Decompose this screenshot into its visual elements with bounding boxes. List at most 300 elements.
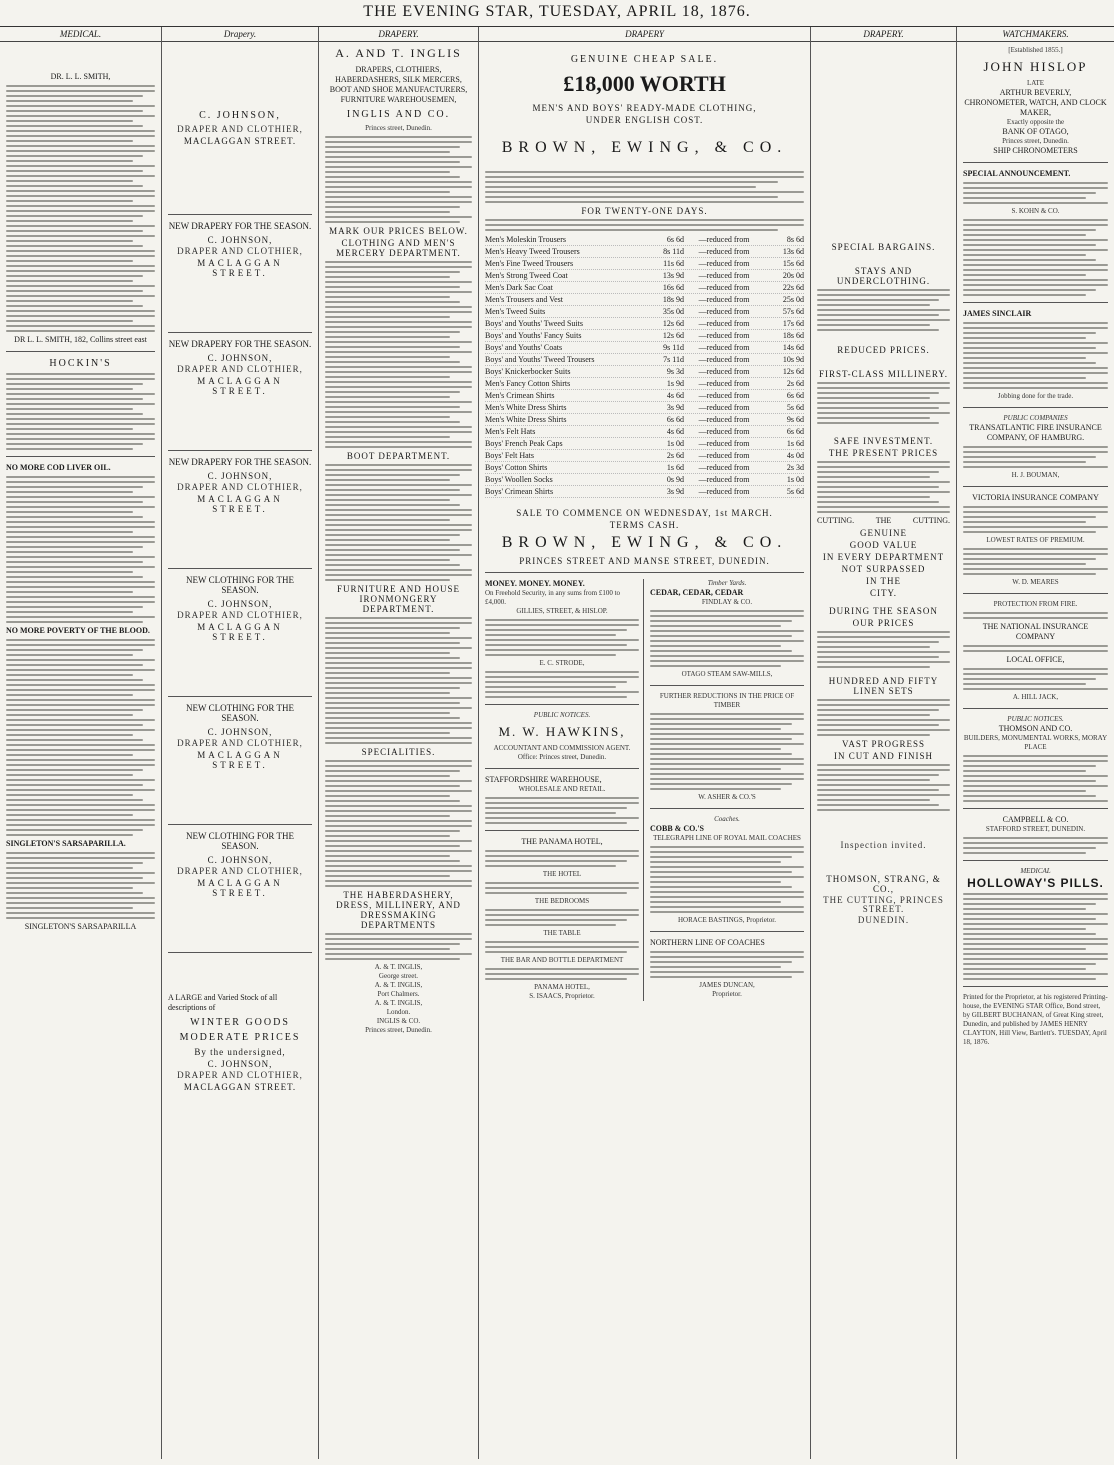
kohn-body — [963, 219, 1108, 296]
panama-body-1 — [485, 850, 639, 867]
gillies: GILLIES, STREET, & HISLOP. — [516, 607, 608, 615]
price-row — [485, 306, 804, 318]
established: [Established 1855.] — [1008, 46, 1063, 54]
inglis-sig1: A. & T. INGLIS, — [374, 963, 423, 971]
johnson-ad — [168, 568, 312, 642]
ship-chronometers: SHIP CHRONOMETERS — [993, 146, 1078, 155]
vast-progress: VAST PROGRESS — [842, 739, 925, 749]
johnson-ad-sub: DRAPER AND CLOTHIER, — [177, 610, 303, 620]
northern-coaches: NORTHERN LINE OF COACHES — [650, 938, 765, 947]
lowest-body — [963, 548, 1108, 575]
price-mid: —reduced from — [698, 415, 750, 424]
price-to: 25s 0d — [782, 295, 804, 304]
price-to: 57s 6d — [782, 307, 804, 316]
price-from: 18s 9d — [662, 295, 684, 304]
cod-body — [6, 476, 155, 623]
staffordshire-sub: WHOLESALE AND RETAIL. — [518, 785, 606, 793]
price-item: Boys' French Peak Caps — [485, 439, 563, 448]
mark-prices: MARK OUR PRICES BELOW. — [329, 226, 468, 236]
price-mid: —reduced from — [698, 355, 750, 364]
haberdashery-dept: THE HABERDASHERY, DRESS, MILLINERY, AND DRESSMAKING DEPARTMENTS — [336, 890, 461, 930]
price-row — [485, 234, 804, 246]
hawkins-sub: ACCOUNTANT AND COMMISSION AGENT. — [493, 744, 631, 752]
holloway-body — [963, 893, 1108, 980]
price-from: 4s 6d — [666, 391, 684, 400]
johnson-sub: DRAPER AND CLOTHIER, — [177, 124, 303, 134]
inglis-sig3: A. & T. INGLIS, — [374, 981, 423, 989]
price-from: 9s 3d — [666, 367, 684, 376]
price-row — [485, 402, 804, 414]
johnson-ad-name: C. JOHNSON, — [207, 235, 273, 245]
bastings: HORACE BASTINGS, Proprietor. — [677, 916, 776, 924]
cutting-right: CUTTING. — [912, 516, 950, 525]
stays: STAYS AND UNDERCLOTHING. — [836, 266, 931, 286]
price-item: Men's White Dress Shirts — [485, 415, 567, 424]
national-body — [963, 645, 1108, 652]
hockin-body — [6, 373, 155, 450]
victoria-body — [963, 506, 1108, 533]
price-row — [485, 354, 804, 366]
johnson-ad-name: C. JOHNSON, — [207, 471, 273, 481]
cedar-title: CEDAR, CEDAR, CEDAR — [650, 588, 744, 597]
price-row — [485, 318, 804, 330]
price-from: 11s 6d — [663, 259, 684, 268]
inglis-firm: A. AND T. INGLIS — [335, 46, 462, 60]
price-row — [485, 390, 804, 402]
local-body — [963, 668, 1108, 690]
price-to: 6s 6d — [786, 427, 804, 436]
price-row — [485, 474, 804, 486]
johnson-ads — [168, 214, 312, 898]
cedar-body — [650, 610, 804, 667]
poverty-title: NO MORE POVERTY OF THE BLOOD. — [6, 626, 150, 635]
price-item: Men's White Dress Shirts — [485, 403, 567, 412]
johnson-ad-title: NEW CLOTHING FOR THE SEASON. — [186, 831, 294, 851]
price-mid: —reduced from — [698, 427, 750, 436]
price-to: 1s 6d — [786, 439, 804, 448]
price-item: Men's Crimean Shirts — [485, 391, 555, 400]
johnson-ad — [168, 450, 312, 514]
inglis-body-1 — [325, 136, 472, 223]
panama-footer: PANAMA HOTEL, — [534, 983, 590, 991]
price-from: 6s 6d — [666, 415, 684, 424]
price-mid: —reduced from — [698, 307, 750, 316]
lower-left-subcolumn — [485, 579, 644, 1001]
price-from: 3s 9d — [666, 487, 684, 496]
price-table — [485, 234, 804, 498]
national-insurance: THE NATIONAL INSURANCE COMPANY — [982, 622, 1089, 641]
winter-goods: WINTER GOODS — [190, 1017, 290, 1028]
column-heading: MEDICAL. — [0, 27, 161, 42]
smith-body — [6, 85, 155, 332]
price-from: 0s 9d — [666, 475, 684, 484]
price-from: 7s 11d — [663, 355, 684, 364]
johnson-ad-title: NEW DRAPERY FOR THE SEASON. — [168, 221, 312, 231]
final-sub: DRAPER AND CLOTHIER, — [177, 1070, 303, 1080]
price-item: Boys' and Youths' Tweed Trousers — [485, 355, 595, 364]
masthead: THE EVENING STAR, TUESDAY, APRIL 18, 1876. — [0, 0, 1114, 27]
johnson-ad-sub: DRAPER AND CLOTHIER, — [177, 866, 303, 876]
twenty-one-days: FOR TWENTY-ONE DAYS. — [581, 206, 708, 216]
thomson-strang: THOMSON, STRANG, & CO., — [826, 874, 941, 894]
panama-body-2 — [485, 882, 639, 894]
price-to: 18s 6d — [782, 331, 804, 340]
printed-notice: Printed for the Proprietor, at his registered Printing-house, the EVENING STAR Office, Bond street, by GILBERT BUCHANAN, of Great King street, Dunedin, and published by JAMES HENRY CLAYTON, Hill View, Bartlett's. TUESDAY, April 18, 1876. — [963, 993, 1108, 1046]
price-to: 13s 6d — [782, 247, 804, 256]
price-from: 12s 6d — [662, 319, 684, 328]
reduced-prices: REDUCED PRICES. — [837, 345, 930, 355]
sale-commence: SALE TO COMMENCE ON WEDNESDAY, 1st MARCH. — [516, 508, 773, 518]
finish-body — [817, 764, 950, 811]
sarsaparilla-body — [6, 852, 155, 919]
inglis-body-6 — [325, 933, 472, 960]
price-from: 6s 6d — [666, 235, 684, 244]
beverly: ARTHUR BEVERLY, — [999, 88, 1072, 97]
price-to: 2s 3d — [786, 463, 804, 472]
sarsaparilla-title: SINGLETON'S SARSAPARILLA. — [6, 839, 126, 848]
local-office: LOCAL OFFICE, — [1006, 655, 1065, 664]
price-row — [485, 270, 804, 282]
findlay: FINDLAY & CO. — [701, 598, 753, 606]
inglis-body-5 — [325, 760, 472, 887]
sarsaparilla-footer: SINGLETON'S SARSAPARILLA — [24, 922, 137, 931]
kohn-1: S. KOHN & CO. — [1011, 207, 1060, 215]
specialities: SPECIALITIES. — [361, 747, 436, 757]
price-mid: —reduced from — [698, 451, 750, 460]
price-item: Men's Tweed Suits — [485, 307, 546, 316]
price-row — [485, 282, 804, 294]
price-row — [485, 438, 804, 450]
price-from: 9s 11d — [663, 343, 684, 352]
hawkins-name: M. W. HAWKINS, — [498, 724, 626, 739]
price-row — [485, 342, 804, 354]
inglis-sig7: INGLIS & CO. — [376, 1017, 421, 1025]
johnson-ad-name: C. JOHNSON, — [207, 855, 273, 865]
johnson-name: C. JOHNSON, — [199, 110, 281, 121]
price-mid: —reduced from — [698, 343, 750, 352]
price-mid: —reduced from — [698, 403, 750, 412]
panama-bar: THE BAR AND BOTTLE DEPARTMENT — [500, 956, 624, 964]
inglis-sig2: George street. — [378, 972, 419, 980]
special-body — [963, 182, 1108, 204]
column-watchmakers — [957, 27, 1114, 1459]
johnson-ad — [168, 214, 312, 278]
coaches-head: Coaches. — [714, 815, 740, 823]
victoria: VICTORIA INSURANCE COMPANY — [972, 493, 1099, 502]
mercery-dept: CLOTHING AND MEN'S MERCERY DEPARTMENT. — [336, 238, 461, 258]
stafford-street: STAFFORD STREET, DUNEDIN. — [985, 825, 1086, 833]
panama-bedrooms: THE BEDROOMS — [534, 897, 590, 905]
panama-body-4 — [485, 941, 639, 953]
cod-title: NO MORE COD LIVER OIL. — [6, 463, 111, 472]
builders: BUILDERS, MONUMENTAL WORKS, MORAY PLACE — [963, 734, 1108, 751]
staffordshire: STAFFORDSHIRE WAREHOUSE, — [485, 775, 602, 784]
special-announcement: SPECIAL ANNOUNCEMENT. — [963, 169, 1071, 178]
price-mid: —reduced from — [698, 283, 750, 292]
staffordshire-body — [485, 797, 639, 824]
column-drapery-inglis — [319, 27, 479, 1459]
price-mid: —reduced from — [698, 463, 750, 472]
builders-body — [963, 755, 1108, 802]
price-row — [485, 258, 804, 270]
price-mid: —reduced from — [698, 475, 750, 484]
price-row — [485, 378, 804, 390]
price-item: Boys' Crimean Shirts — [485, 487, 554, 496]
during-season: DURING THE SEASON — [829, 606, 938, 616]
price-item: Men's Dark Sac Coat — [485, 283, 553, 292]
cutting-princes: THE CUTTING, PRINCES STREET. — [823, 895, 944, 914]
cobb-title: COBB & CO.'S — [650, 824, 705, 833]
johnson-ad — [168, 696, 312, 770]
mens-clothing: MEN'S AND BOYS' READY-MADE CLOTHING, — [532, 103, 757, 113]
price-from: 1s 9d — [666, 379, 684, 388]
protection-fire: PROTECTION FROM FIRE. — [993, 600, 1078, 608]
dunedin: DUNEDIN. — [857, 915, 910, 925]
price-mid: —reduced from — [698, 271, 750, 280]
johnson-ad-title: NEW CLOTHING FOR THE SEASON. — [186, 703, 294, 723]
price-from: 1s 6d — [666, 463, 684, 472]
final-street: MACLAGGAN STREET. — [183, 1082, 297, 1092]
price-from: 13s 9d — [662, 271, 684, 280]
price-to: 5s 6d — [786, 487, 804, 496]
public-notices-6: PUBLIC NOTICES. — [1007, 715, 1064, 723]
inglis-body-3 — [325, 464, 472, 581]
inglis-sig8: Princes street, Dunedin. — [365, 1026, 432, 1034]
exactly-opposite: Exactly opposite the — [1006, 118, 1065, 126]
money-title: MONEY. MONEY. MONEY. — [485, 579, 585, 588]
present-body — [817, 461, 950, 513]
stays-body — [817, 289, 950, 331]
thomson-co: THOMSON AND CO. — [998, 724, 1073, 733]
price-mid: —reduced from — [698, 295, 750, 304]
not-surpassed: NOT SURPASSED — [841, 564, 926, 574]
inglis-body-2 — [325, 261, 472, 448]
price-to: 10s 9d — [782, 355, 804, 364]
column-heading: DRAPERY. — [319, 27, 478, 42]
price-item: Boys' Felt Hats — [485, 451, 534, 460]
money-body — [485, 619, 639, 656]
price-to: 8s 6d — [786, 235, 804, 244]
inglis-co: INGLIS AND CO. — [346, 109, 451, 120]
price-item: Boys' Cotton Shirts — [485, 463, 548, 472]
price-from: 8s 11d — [663, 247, 684, 256]
price-row — [485, 246, 804, 258]
transatlantic: TRANSATLANTIC FIRE INSURANCE COMPANY, OF HAMBURG. — [969, 423, 1102, 442]
jobbing: Jobbing done for the trade. — [997, 392, 1074, 400]
price-item: Men's Trousers and Vest — [485, 295, 563, 304]
johnson-ad — [168, 332, 312, 396]
price-to: 9s 6d — [786, 415, 804, 424]
price-row — [485, 294, 804, 306]
panama-prop: S. ISAACS, Proprietor. — [529, 992, 595, 1000]
our-prices: OUR PRICES — [852, 618, 915, 628]
johnson-ad-title: NEW DRAPERY FOR THE SEASON. — [168, 339, 312, 349]
sinclair: JAMES SINCLAIR — [963, 309, 1032, 318]
price-item: Boys' and Youths' Tweed Suits — [485, 319, 583, 328]
johnson-ad-street: MACLAGGAN STREET. — [197, 376, 283, 396]
campbell: CAMPBELL & CO. — [1002, 815, 1069, 824]
price-to: 17s 6d — [782, 319, 804, 328]
inglis-sig4: Port Chalmers. — [377, 990, 420, 998]
final-name: C. JOHNSON, — [207, 1059, 273, 1069]
moderate-prices: MODERATE PRICES — [179, 1032, 301, 1043]
price-item: Men's Moleskin Trousers — [485, 235, 567, 244]
timber-head: Timber Yards. — [707, 579, 747, 587]
column-drapery-johnson — [162, 27, 319, 1459]
price-from: 12s 6d — [662, 331, 684, 340]
johnson-ad-name: C. JOHNSON, — [207, 727, 273, 737]
winter-line: A LARGE and Varied Stock of all descriptions of — [168, 993, 278, 1012]
price-row — [485, 330, 804, 342]
brown-ewing-body — [485, 171, 804, 203]
safe-investment: SAFE INVESTMENT. — [833, 436, 934, 446]
johnson-ad-title: NEW DRAPERY FOR THE SEASON. — [168, 457, 312, 467]
bouman: H. J. BOUMAN, — [1011, 471, 1060, 479]
panama-table: THE TABLE — [543, 929, 581, 937]
strode-body — [485, 671, 639, 698]
johnson-ad — [168, 824, 312, 898]
princes-manse: PRINCES STREET AND MANSE STREET, DUNEDIN. — [519, 556, 770, 566]
smith-address: DR L. L. SMITH, 182, Collins street east — [14, 335, 147, 344]
linen-sets: HUNDRED AND FIFTY LINEN SETS — [828, 676, 939, 696]
cobb-sub: TELEGRAPH LINE OF ROYAL MAIL COACHES — [653, 834, 801, 842]
johnson-ad-title: NEW CLOTHING FOR THE SEASON. — [186, 575, 294, 595]
linen-body — [817, 699, 950, 736]
column-medical — [0, 27, 162, 1459]
worth-headline: £18,000 WORTH — [563, 71, 726, 96]
cutting-left: CUTTING. — [817, 516, 855, 525]
genuine-cheap-sale: GENUINE CHEAP SALE. — [570, 54, 719, 65]
price-row — [485, 426, 804, 438]
northern-body — [650, 951, 804, 978]
public-companies: PUBLIC COMPANIES — [1003, 414, 1068, 422]
strode: E. C. STRODE, — [539, 659, 585, 667]
price-item: Men's Strong Tweed Coat — [485, 271, 568, 280]
genuine: GENUINE — [860, 528, 907, 538]
price-row — [485, 486, 804, 498]
price-mid: —reduced from — [698, 367, 750, 376]
price-mid: —reduced from — [698, 391, 750, 400]
princes-street: Princes street, Dunedin. — [1002, 137, 1069, 145]
first-class-millinery: FIRST-CLASS MILLINERY. — [818, 369, 949, 379]
price-from: 2s 6d — [666, 451, 684, 460]
price-to: 2s 6d — [786, 379, 804, 388]
johnson-ad-street: MACLAGGAN STREET. — [197, 750, 283, 770]
terms-cash: TERMS CASH. — [609, 520, 680, 530]
panama-the-hotel: THE HOTEL — [542, 870, 582, 878]
lower-right-subcolumn — [650, 579, 804, 1001]
price-item: Men's Fine Tweed Trousers — [485, 259, 574, 268]
chrono-maker: CHRONOMETER, WATCH, AND CLOCK MAKER, — [964, 98, 1107, 117]
asher: W. ASHER & CO.'S — [698, 793, 756, 801]
cutting-row — [817, 516, 950, 526]
city: CITY. — [869, 588, 898, 598]
further-reductions: FURTHER REDUCTIONS IN THE PRICE OF TIMBER — [659, 692, 795, 709]
cobb-body — [650, 846, 804, 913]
price-mid: —reduced from — [698, 379, 750, 388]
price-from: 4s 6d — [666, 427, 684, 436]
inglis-sig5: A. & T. INGLIS, — [374, 999, 423, 1007]
column-heading: DRAPERY — [479, 27, 810, 42]
johnson-ad-street: MACLAGGAN STREET. — [197, 878, 283, 898]
present-prices: THE PRESENT PRICES — [828, 448, 939, 458]
inglis-body-4 — [325, 617, 472, 744]
medical-head-6: MEDICAL — [1020, 867, 1051, 875]
hill-jack: A. HILL JACK, — [1012, 693, 1059, 701]
johnson-ad-sub: DRAPER AND CLOTHIER, — [177, 246, 303, 256]
price-item: Men's Heavy Tweed Trousers — [485, 247, 580, 256]
panama-hotel: THE PANAMA HOTEL, — [521, 837, 603, 846]
price-mid: —reduced from — [698, 319, 750, 328]
column-heading: Drapery. — [162, 27, 318, 42]
brown-ewing-firm-2: BROWN, EWING, & CO. — [501, 534, 788, 551]
price-to: 5s 6d — [786, 403, 804, 412]
price-mid: —reduced from — [698, 247, 750, 256]
price-item: Men's Felt Hats — [485, 427, 536, 436]
price-to: 14s 6d — [782, 343, 804, 352]
in-the: IN THE — [865, 576, 902, 586]
millinery-body — [817, 382, 950, 424]
price-from: 3s 9d — [666, 403, 684, 412]
price-item: Boys' and Youths' Fancy Suits — [485, 331, 582, 340]
price-mid: —reduced from — [698, 331, 750, 340]
furniture-dept: FURNITURE AND HOUSE IRONMONGERY DEPARTMENT. — [336, 584, 460, 614]
price-row — [485, 414, 804, 426]
price-mid: —reduced from — [698, 439, 750, 448]
brown-ewing-body-2 — [485, 219, 804, 231]
boot-dept: BOOT DEPARTMENT. — [346, 451, 451, 461]
johnson-ad-street: MACLAGGAN STREET. — [197, 622, 283, 642]
hockin-title: HOCKIN'S — [49, 358, 112, 369]
price-item: Boys' and Youths' Coats — [485, 343, 563, 352]
inglis-firm-sub: DRAPERS, CLOTHIERS, HABERDASHERS, SILK MERCERS, BOOT AND SHOE MANUFACTURERS, — [329, 65, 468, 94]
price-item: Boys' Woollen Socks — [485, 475, 553, 484]
johnson-street: MACLAGGAN STREET. — [183, 136, 297, 146]
inglis-firm-sub2: FURNITURE WAREHOUSEMEN, — [340, 95, 457, 104]
hawkins-office: Office: Princes street, Dunedin. — [517, 753, 607, 761]
sinclair-body — [963, 322, 1108, 389]
price-from: 1s 0d — [666, 439, 684, 448]
every-department: IN EVERY DEPARTMENT — [822, 552, 945, 562]
price-mid: —reduced from — [698, 259, 750, 268]
price-to: 1s 0d — [786, 475, 804, 484]
price-from: 35s 0d — [662, 307, 684, 316]
smith-name: DR. L. L. SMITH, — [50, 72, 111, 81]
column-heading: DRAPERY. — [811, 27, 956, 42]
panama-body-5 — [485, 968, 639, 980]
johnson-ad-sub: DRAPER AND CLOTHIER, — [177, 482, 303, 492]
late-label: LATE — [1026, 79, 1045, 87]
price-mid: —reduced from — [698, 487, 750, 496]
price-to: 6s 6d — [786, 391, 804, 400]
during-body — [817, 631, 950, 668]
sawmills: OTAGO STEAM SAW-MILLS, — [681, 670, 773, 678]
price-row — [485, 366, 804, 378]
price-row — [485, 462, 804, 474]
johnson-ad-name: C. JOHNSON, — [207, 353, 273, 363]
price-to: 4s 0d — [786, 451, 804, 460]
hislop-name: JOHN HISLOP — [983, 59, 1088, 74]
lowest-rates: LOWEST RATES OF PREMIUM. — [986, 536, 1085, 544]
inglis-street: Princes street, Dunedin. — [365, 124, 432, 132]
under-english-cost: UNDER ENGLISH COST. — [585, 115, 704, 125]
johnson-ad-street: MACLAGGAN STREET. — [197, 494, 283, 514]
money-sub: On Freehold Security, in any sums from £100 to £4,000. — [485, 589, 621, 606]
asher-body — [650, 713, 804, 790]
meares: W. D. MEARES — [1012, 578, 1059, 586]
duncan: JAMES DUNCAN, — [699, 981, 755, 989]
price-row — [485, 450, 804, 462]
